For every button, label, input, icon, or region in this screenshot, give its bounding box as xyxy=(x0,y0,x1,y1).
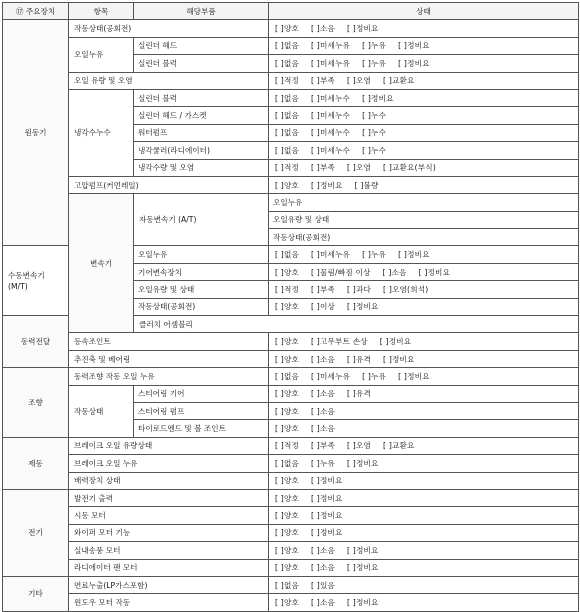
status-checkbox-option[interactable]: [ ]부족 xyxy=(311,441,336,451)
table-row xyxy=(3,176,579,193)
table-row xyxy=(3,524,579,541)
inspection-item: 냉각수누수 xyxy=(69,89,134,176)
status-checkbox-option[interactable]: [ ]양호 xyxy=(275,476,300,486)
status-cell xyxy=(269,368,579,385)
part-name: 스티어링 펌프 xyxy=(134,402,269,419)
status-checkbox-option[interactable]: [ ]양호 xyxy=(275,545,300,555)
status-checkbox-option[interactable]: [ ]정비요 xyxy=(347,597,379,607)
status-cell xyxy=(269,489,579,506)
inspection-item: 오일 유량 및 오염 xyxy=(69,72,269,89)
status-cell xyxy=(269,472,579,489)
status-checkbox-option[interactable]: [ ]소음 xyxy=(311,424,336,434)
header-part: 해당부품 xyxy=(134,3,269,20)
status-checkbox-option[interactable]: [ ]부족 xyxy=(311,284,336,294)
status-checkbox-option[interactable]: [ ]유격 xyxy=(347,354,372,364)
table-row xyxy=(3,455,579,472)
status-cell xyxy=(269,176,579,193)
device-category: 전기 xyxy=(3,489,69,576)
status-checkbox-option[interactable]: [ ]없음 xyxy=(275,371,300,381)
status-cell xyxy=(269,524,579,541)
status-checkbox-option[interactable]: [ ]정비요 xyxy=(347,563,379,573)
status-checkbox-option[interactable]: [ ]누수 xyxy=(362,111,387,121)
table-row xyxy=(3,472,579,489)
status-cell xyxy=(269,576,579,593)
status-checkbox-option[interactable]: [ ]정비요 xyxy=(383,354,415,364)
part-name: 냉각쿨러(라디에이터) xyxy=(134,142,269,159)
status-cell xyxy=(269,350,579,367)
status-checkbox-option[interactable]: [ ]양호 xyxy=(275,563,300,573)
status-checkbox-option[interactable]: [ ]소음 xyxy=(311,406,336,416)
inspection-item: 발전기 출력 xyxy=(69,489,269,506)
status-checkbox-option[interactable]: [ ]양호 xyxy=(275,354,300,364)
inspection-item: 브레이크 오일 유량상태 xyxy=(69,437,269,454)
status-cell xyxy=(269,402,579,419)
status-checkbox-option[interactable]: [ ]없음 xyxy=(275,58,300,68)
status-cell xyxy=(269,594,579,611)
status-checkbox-option[interactable]: [ ]소음 xyxy=(311,597,336,607)
status-checkbox-option[interactable]: [ ]누유 xyxy=(311,458,336,468)
status-cell xyxy=(269,542,579,559)
status-checkbox-option[interactable]: [ ]미세누유 xyxy=(311,41,351,51)
part-name: 오일누유 xyxy=(134,246,269,263)
status-checkbox-option[interactable]: [ ]있음 xyxy=(311,580,336,590)
table-header-row xyxy=(3,3,579,20)
inspection-item: 실내송풍 모터 xyxy=(69,542,269,559)
header-item: 항목 xyxy=(69,3,134,20)
table-row xyxy=(3,437,579,454)
status-cell xyxy=(269,124,579,141)
inspection-item: 시동 모터 xyxy=(69,507,269,524)
status-checkbox-option[interactable]: [ ]미세누수 xyxy=(311,111,351,121)
part-name: 스티어링 기어 xyxy=(134,385,269,402)
main-devices-table xyxy=(2,2,579,612)
table-row xyxy=(3,368,579,385)
status-checkbox-option[interactable]: [ ]소음 xyxy=(311,563,336,573)
status-checkbox-option[interactable]: [ ]누유 xyxy=(362,371,387,381)
table-row xyxy=(3,350,579,367)
status-checkbox-option[interactable]: [ ]부족 xyxy=(311,163,336,173)
status-checkbox-option[interactable]: [ ]미세누유 xyxy=(311,58,351,68)
inspection-item: 동력조향 작동 오일 누유 xyxy=(69,368,269,385)
inspection-item: 작동상태 xyxy=(69,385,134,437)
status-checkbox-option[interactable]: [ ]정비요 xyxy=(347,458,379,468)
status-cell xyxy=(269,37,579,54)
device-category: 제동 xyxy=(3,437,69,489)
inspection-sheet xyxy=(2,2,579,612)
status-checkbox-option[interactable]: [ ]정비요 xyxy=(347,24,379,34)
part-name: 오일유량 및 상태 xyxy=(269,211,579,228)
part-name: 실린더 헤드 xyxy=(134,37,269,54)
status-checkbox-option[interactable]: [ ]누유 xyxy=(362,41,387,51)
table-row xyxy=(3,20,579,37)
status-checkbox-option[interactable]: [ ]적정 xyxy=(275,76,300,86)
device-category: 원동기 xyxy=(3,20,69,246)
status-checkbox-option[interactable]: [ ]없음 xyxy=(275,250,300,260)
table-row xyxy=(3,385,579,402)
table-row xyxy=(3,89,579,106)
status-checkbox-option[interactable]: [ ]양호 xyxy=(275,511,300,521)
status-cell xyxy=(269,246,579,263)
status-checkbox-option[interactable]: [ ]적정 xyxy=(275,163,300,173)
status-checkbox-option[interactable]: [ ]교환요 xyxy=(383,441,415,451)
status-cell xyxy=(269,159,579,176)
status-cell xyxy=(269,437,579,454)
status-checkbox-option[interactable]: [ ]미세누유 xyxy=(311,250,351,260)
table-row xyxy=(3,559,579,576)
status-checkbox-option[interactable]: [ ]정비요 xyxy=(398,58,430,68)
status-checkbox-option[interactable]: [ ]오염 xyxy=(347,441,372,451)
status-checkbox-option[interactable]: [ ]소음 xyxy=(382,267,407,277)
status-checkbox-option[interactable]: [ ]소음 xyxy=(311,24,336,34)
status-checkbox-option[interactable]: [ ]정비요 xyxy=(418,267,451,277)
status-checkbox-option[interactable]: [ ]누수 xyxy=(362,128,387,138)
table-row xyxy=(3,489,579,506)
status-checkbox-option[interactable]: [ ]미세누수 xyxy=(311,145,351,155)
status-checkbox-option[interactable]: [ ]미세누수 xyxy=(311,93,351,103)
status-checkbox-option[interactable]: [ ]교환요 xyxy=(383,76,415,86)
status-checkbox-option[interactable]: [ ]양호 xyxy=(275,406,300,416)
status-cell xyxy=(269,298,579,315)
device-category: 동력전달 xyxy=(3,316,69,368)
status-checkbox-option[interactable]: [ ]소음 xyxy=(311,389,336,399)
status-checkbox-option[interactable]: [ ]양호 xyxy=(275,493,300,503)
status-checkbox-option[interactable]: [ ]양호 xyxy=(275,597,300,607)
status-checkbox-option[interactable]: [ ]정비요 xyxy=(311,528,343,538)
status-cell xyxy=(269,107,579,124)
status-cell xyxy=(269,507,579,524)
status-cell xyxy=(269,333,579,350)
status-checkbox-option[interactable]: [ ]오염 xyxy=(347,163,372,173)
status-checkbox-option[interactable]: [ ]정비요 xyxy=(311,493,343,503)
status-checkbox-option[interactable]: [ ]불량 xyxy=(354,180,379,190)
status-checkbox-option[interactable]: [ ]오염(희석) xyxy=(383,284,429,294)
status-checkbox-option[interactable]: [ ]정비요 xyxy=(311,180,343,190)
status-checkbox-option[interactable]: [ ]양호 xyxy=(275,180,300,190)
status-checkbox-option[interactable]: [ ]양호 xyxy=(275,337,300,347)
status-checkbox-option[interactable]: [ ]부족 xyxy=(311,76,336,86)
part-name: 워터펌프 xyxy=(134,124,269,141)
inspection-item: 수동변속기 (M/T) xyxy=(3,246,69,316)
status-checkbox-option[interactable]: [ ]정비요 xyxy=(311,476,343,486)
status-checkbox-option[interactable]: [ ]정비요 xyxy=(347,545,379,555)
status-checkbox-option[interactable]: [ ]누유 xyxy=(362,250,387,260)
status-checkbox-option[interactable]: [ ]정비요 xyxy=(379,337,412,347)
part-name: 냉각수량 및 오염 xyxy=(134,159,269,176)
status-checkbox-option[interactable]: [ ]양호 xyxy=(275,302,300,312)
inspection-item: 오일누유 xyxy=(69,37,134,72)
status-cell xyxy=(269,385,579,402)
status-cell xyxy=(269,455,579,472)
table-row xyxy=(3,333,579,350)
status-cell xyxy=(269,142,579,159)
part-name: 기어변속장치 xyxy=(134,263,269,280)
part-name: 실린더 블럭 xyxy=(134,55,269,72)
table-row xyxy=(3,194,579,211)
status-cell xyxy=(269,20,579,37)
status-checkbox-option[interactable]: [ ]누수 xyxy=(362,145,387,155)
inspection-item: 클러치 어셈블리 xyxy=(134,316,579,333)
status-checkbox-option[interactable]: [ ]정비요 xyxy=(347,302,379,312)
status-cell xyxy=(269,89,579,106)
status-checkbox-option[interactable]: [ ]누유 xyxy=(362,58,387,68)
inspection-item: 배력장치 상태 xyxy=(69,472,269,489)
status-checkbox-option[interactable]: [ ]소음 xyxy=(311,545,336,555)
status-cell xyxy=(269,281,579,298)
device-category: 기타 xyxy=(3,576,69,611)
status-cell xyxy=(269,72,579,89)
status-checkbox-option[interactable]: [ ]없음 xyxy=(275,128,300,138)
status-checkbox-option[interactable]: [ ]미세누수 xyxy=(311,128,351,138)
status-checkbox-option[interactable]: [ ]이상 xyxy=(311,302,336,312)
status-checkbox-option[interactable]: [ ]정비요 xyxy=(398,371,430,381)
status-checkbox-option[interactable]: [ ]양호 xyxy=(275,267,300,277)
status-checkbox-option[interactable]: [ ]고무부트 손상 xyxy=(311,337,368,347)
table-row xyxy=(3,72,579,89)
part-name: 작동상태(공회전) xyxy=(269,229,579,246)
status-checkbox-option[interactable]: [ ]양호 xyxy=(275,528,300,538)
inspection-item: 브레이크 오일 누유 xyxy=(69,455,269,472)
status-checkbox-option[interactable]: [ ]적정 xyxy=(275,284,300,294)
status-checkbox-option[interactable]: [ ]없음 xyxy=(275,41,300,51)
status-checkbox-option[interactable]: [ ]적정 xyxy=(275,441,300,451)
status-checkbox-option[interactable]: [ ]양호 xyxy=(275,389,300,399)
part-name: 실린더 헤드 / 가스켓 xyxy=(134,107,269,124)
status-checkbox-option[interactable]: [ ]없음 xyxy=(275,458,300,468)
status-checkbox-option[interactable]: [ ]오염 xyxy=(347,76,372,86)
status-cell xyxy=(269,559,579,576)
table-row xyxy=(3,507,579,524)
device-category: 변속기 xyxy=(69,194,134,333)
table-row xyxy=(3,576,579,593)
inspection-item: 윈도우 모터 작동 xyxy=(69,594,269,611)
status-checkbox-option[interactable]: [ ]없음 xyxy=(275,145,300,155)
header-main-device: ⑰ 주요장치 xyxy=(3,3,69,20)
part-name: 작동상태(공회전) xyxy=(134,298,269,315)
status-cell xyxy=(269,263,579,280)
status-cell xyxy=(269,55,579,72)
table-row xyxy=(3,594,579,611)
inspection-item: 등속조인트 xyxy=(69,333,269,350)
status-checkbox-option[interactable]: [ ]없음 xyxy=(275,580,300,590)
status-checkbox-option[interactable]: [ ]물림/빠짐 이상 xyxy=(311,267,371,277)
status-checkbox-option[interactable]: [ ]과다 xyxy=(347,284,372,294)
status-checkbox-option[interactable]: [ ]유격 xyxy=(347,389,372,399)
inspection-item: 고압펌프(커먼레일) xyxy=(69,176,269,193)
inspection-item: 작동상태(공회전) xyxy=(69,20,269,37)
part-name: 오일누유 xyxy=(269,194,579,211)
part-name: 실린더 블럭 xyxy=(134,89,269,106)
status-checkbox-option[interactable]: [ ]정비요 xyxy=(362,93,394,103)
table-body xyxy=(3,20,579,611)
inspection-item: 자동변속기 (A/T) xyxy=(134,194,269,246)
inspection-item: 연료누출(LP가스포함) xyxy=(69,576,269,593)
inspection-item: 추진축 및 베어링 xyxy=(69,350,269,367)
status-checkbox-option[interactable]: [ ]없음 xyxy=(275,93,300,103)
status-checkbox-option[interactable]: [ ]양호 xyxy=(275,424,300,434)
status-checkbox-option[interactable]: [ ]정비요 xyxy=(311,511,343,521)
part-name: 타이로드엔드 및 볼 조인트 xyxy=(134,420,269,437)
inspection-item: 라디에이터 팬 모터 xyxy=(69,559,269,576)
table-row xyxy=(3,542,579,559)
status-checkbox-option[interactable]: [ ]정비요 xyxy=(398,41,430,51)
table-row xyxy=(3,37,579,54)
status-checkbox-option[interactable]: [ ]교환요(부식) xyxy=(383,163,436,173)
header-status: 상태 xyxy=(269,3,579,20)
inspection-item: 와이퍼 모터 기능 xyxy=(69,524,269,541)
status-cell xyxy=(269,420,579,437)
part-name: 오일유량 및 상태 xyxy=(134,281,269,298)
status-checkbox-option[interactable]: [ ]정비요 xyxy=(398,250,430,260)
status-checkbox-option[interactable]: [ ]없음 xyxy=(275,111,300,121)
status-checkbox-option[interactable]: [ ]소음 xyxy=(311,354,336,364)
device-category: 조향 xyxy=(3,368,69,438)
status-checkbox-option[interactable]: [ ]양호 xyxy=(275,24,300,34)
status-checkbox-option[interactable]: [ ]미세누유 xyxy=(311,371,351,381)
